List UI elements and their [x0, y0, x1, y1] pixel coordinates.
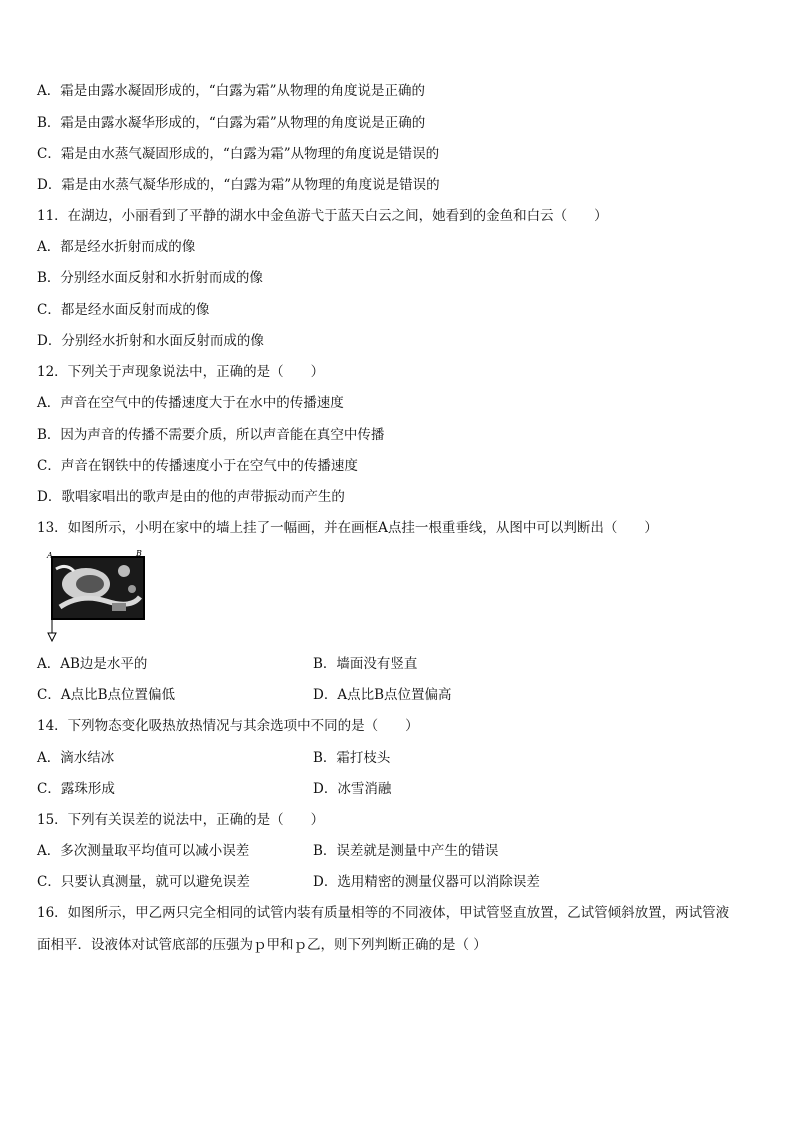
q13-option-c: C．A点比B点位置偏低 — [37, 687, 175, 703]
q11-option-c: C．都是经水面反射而成的像 — [37, 302, 210, 318]
q10-option-b: B．霜是由露水凝华形成的，“白露为霜”从物理的角度说是正确的 — [37, 115, 426, 131]
corner-label-a: A — [47, 551, 53, 560]
painting-dot-1 — [118, 565, 130, 577]
q15-option-d: D．选用精密的测量仪器可以消除误差 — [313, 874, 540, 890]
q14-option-c: C．露珠形成 — [37, 781, 115, 797]
q12-option-c: C．声音在钢铁中的传播速度小于在空气中的传播速度 — [37, 458, 358, 474]
painting-blob-2 — [76, 575, 104, 593]
q11-option-d: D．分别经水折射和水面反射而成的像 — [37, 333, 264, 349]
q13-option-d: D．A点比B点位置偏高 — [313, 687, 452, 703]
q13-picture-figure — [46, 549, 146, 643]
q13-stem: 13．如图所示，小明在家中的墙上挂了一幅画，并在画框A点挂一根重垂线，从图中可以判断出（ ） — [37, 520, 658, 536]
hanging-picture-illustration — [46, 549, 146, 643]
q10-option-a: A．霜是由露水凝固形成的，“白露为霜”从物理的角度说是正确的 — [37, 83, 426, 99]
q14-option-b: B．霜打枝头 — [313, 750, 391, 766]
q15-option-b: B．误差就是测量中产生的错误 — [313, 843, 499, 859]
q11-stem: 11．在湖边，小丽看到了平静的湖水中金鱼游弋于蓝天白云之间，她看到的金鱼和白云（ ） — [37, 208, 608, 224]
q14-option-d: D．冰雪消融 — [313, 781, 392, 797]
q14-option-a: A．滴水结冰 — [37, 750, 115, 766]
q11-option-b: B．分别经水面反射和水折射而成的像 — [37, 270, 263, 286]
q15-stem: 15．下列有关误差的说法中，正确的是（ ） — [37, 812, 325, 828]
q15-option-a: A．多次测量取平均值可以减小误差 — [37, 843, 250, 859]
q10-option-c: C．霜是由水蒸气凝固形成的，“白露为霜”从物理的角度说是错误的 — [37, 146, 440, 162]
painting-dot-2 — [128, 585, 136, 593]
q12-stem: 12．下列关于声现象说法中，正确的是（ ） — [37, 364, 325, 380]
q16-stem-line-2: 面相平．设液体对试管底部的压强为ｐ甲和ｐ乙，则下列判断正确的是（ ） — [37, 937, 487, 953]
q12-option-b: B．因为声音的传播不需要介质，所以声音能在真空中传播 — [37, 427, 385, 443]
q13-option-a: A．AB边是水平的 — [37, 656, 148, 672]
q14-stem: 14．下列物态变化吸热放热情况与其余选项中不同的是（ ） — [37, 718, 419, 734]
q12-option-d: D．歌唱家唱出的歌声是由的他的声带振动而产生的 — [37, 489, 345, 505]
q12-option-a: A．声音在空气中的传播速度大于在水中的传播速度 — [37, 395, 344, 411]
q16-stem-line-1: 16．如图所示，甲乙两只完全相同的试管内装有质量相等的不同液体，甲试管竖直放置，乙试管倾斜放置，两试管液 — [37, 905, 730, 921]
q13-option-b: B．墙面没有竖直 — [313, 656, 418, 672]
q15-option-c: C．只要认真测量，就可以避免误差 — [37, 874, 250, 890]
q10-option-d: D．霜是由水蒸气凝华形成的，“白露为霜”从物理的角度说是错误的 — [37, 177, 440, 193]
painting-patch — [112, 603, 126, 611]
plumb-bob — [48, 633, 56, 641]
q11-option-a: A．都是经水折射而成的像 — [37, 239, 196, 255]
corner-label-b: B — [136, 549, 142, 558]
